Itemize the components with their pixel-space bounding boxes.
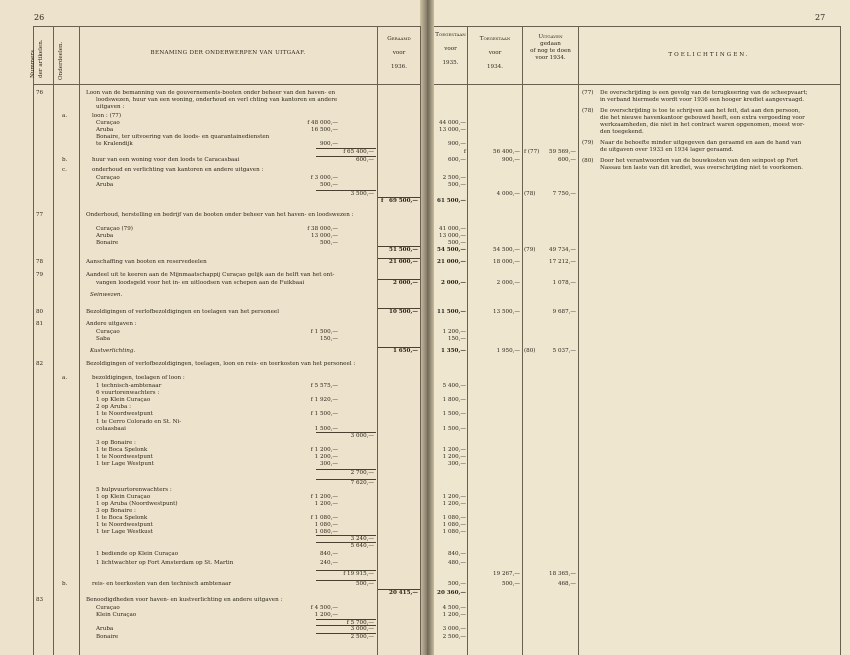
sum-rule xyxy=(378,258,420,259)
item-text: 1 ter Lage Westpunt xyxy=(96,461,154,467)
item-text: uitgaven : xyxy=(96,104,125,110)
allowed-1935: 500,— xyxy=(447,240,466,246)
item-amount: 500,— xyxy=(319,182,338,188)
sum-rule xyxy=(316,535,376,536)
item-text: bezoldigingen, toelagen of loon : xyxy=(92,375,185,381)
col-rule xyxy=(79,26,80,655)
item-amount: 500,— xyxy=(319,240,338,246)
estimate-1936: 20 415,— xyxy=(389,590,418,596)
item-text: loon : (77) xyxy=(92,113,122,119)
note-line: die het nieuwe havenkantoor gebouwd heeft, een extra vergoeding voor xyxy=(600,115,805,121)
item-text: 1 bediende op Klein Curaçao xyxy=(96,551,179,557)
note-line: De overschrijding is een gevolg van de terugkeering van de scheepvaart; xyxy=(600,90,808,96)
sum-rule xyxy=(316,542,376,543)
allowed-1934: 54 500,— xyxy=(493,247,520,253)
allowed-1935: 600,— xyxy=(447,157,466,163)
item-text: Curaçao xyxy=(96,329,120,335)
subtotal-amount: 3 000,— xyxy=(350,433,374,439)
header-onderdeelen: Onderdeelen. xyxy=(58,41,64,80)
item-text: 1 te Noordwestpunt xyxy=(96,522,153,528)
item-text: 5 hulpvuurtorenwachters : xyxy=(96,487,172,493)
col-rule xyxy=(33,26,34,655)
note-line: den toegekend. xyxy=(600,129,644,135)
item-text: 3 op Bonaire : xyxy=(96,508,136,514)
item-amount: f 48 000,— xyxy=(307,120,338,126)
subtotal-amount: 3 000,— xyxy=(350,625,374,632)
item-amount: 1 200,— xyxy=(314,612,338,618)
allowed-1935: 150,— xyxy=(447,336,466,342)
item-text: Andere uitgaven : xyxy=(86,321,137,327)
item-amount: 840,— xyxy=(319,551,338,557)
spent-1934: 1 078,— xyxy=(552,280,576,286)
article-number: 80 xyxy=(36,309,44,315)
item-text: 1 op Klein Curaçao xyxy=(96,397,151,403)
sum-rule xyxy=(316,190,376,191)
header-der-artikelen: der artikelen. xyxy=(38,39,44,78)
allowed-1935: 900,— xyxy=(447,141,466,147)
allowed-1935: 54 500,— xyxy=(437,247,466,253)
item-amount: f 1 500,— xyxy=(310,411,338,417)
sum-rule xyxy=(378,279,420,280)
allowed-1935: 1 200,— xyxy=(442,329,466,335)
col-rule xyxy=(377,26,378,655)
allowed-1935: 41 000,— xyxy=(439,226,466,232)
note-line: Nassau ten laste van dit krediet, was overschrijding niet te voorkomen. xyxy=(600,165,803,171)
item-text: Onderhoud, herstelling en bedrijf van de booten onder beheer van het haven- en loodswezen : xyxy=(86,212,354,218)
item-text: Curaçao xyxy=(96,175,120,181)
col-rule xyxy=(467,26,468,655)
header-bottom-rule-right xyxy=(434,84,840,85)
article-number: 77 xyxy=(36,212,44,218)
allowed-1935: 2 000,— xyxy=(440,280,466,286)
sum-rule xyxy=(316,469,376,470)
sum-rule xyxy=(316,633,376,634)
sum-rule xyxy=(378,308,420,309)
item-text: 1 op Aruba (Noordwestpunt) xyxy=(96,501,178,507)
item-text: huur van een woning voor den loods te Caracasbaai xyxy=(92,157,240,163)
item-text: 1 op Klein Curaçao xyxy=(96,494,151,500)
sum-rule xyxy=(316,432,376,433)
note-line: werkzaamheden, die niet in het contract waren opgenomen, moest wor- xyxy=(600,122,805,128)
item-amount: 1 500,— xyxy=(314,426,338,432)
allowed-1935: 61 500,— xyxy=(437,198,466,204)
part-letter: b. xyxy=(62,157,68,163)
item-amount: 900,— xyxy=(319,141,338,147)
part-letter: a. xyxy=(62,375,68,381)
allowed-1934: 1 950,— xyxy=(496,348,520,354)
article-number: 83 xyxy=(36,597,44,603)
allowed-1935: 500,— xyxy=(447,581,466,587)
item-text: 1 te Boca Spelonk xyxy=(96,447,148,453)
allowed-1935: 1 200,— xyxy=(442,447,466,453)
item-amount: f 1 200,— xyxy=(310,494,338,500)
item-text: Aanschaffing van booten en reservedeelen xyxy=(86,259,207,265)
item-amount: 150,— xyxy=(319,336,338,342)
item-text: 1 te Noordwestpunt xyxy=(96,411,153,417)
subtotal-amount: 5 640,— xyxy=(350,543,374,549)
item-text: Curaçao (79) xyxy=(96,226,133,232)
item-text: reis- en teerkosten van den technisch ambtenaar xyxy=(92,581,232,587)
item-text: Bezoldigingen of verlofbezoldigingen en toelagen van het personeel xyxy=(86,309,279,315)
currency-sign: f xyxy=(381,198,384,204)
allowed-1934: 56 400,— xyxy=(493,149,520,155)
item-amount: f 1 920,— xyxy=(310,397,338,403)
estimate-1936: 1 650,— xyxy=(392,348,418,354)
estimate-1936: 21 000,— xyxy=(389,259,418,265)
item-amount: 1 200,— xyxy=(314,454,338,460)
item-text: Bonaire xyxy=(96,634,119,640)
sum-rule xyxy=(316,156,376,157)
sum-rule xyxy=(316,580,376,581)
spent-1934: 49 734,— xyxy=(549,247,576,253)
estimate-1936: 10 500,— xyxy=(389,309,418,315)
subtotal-amount: f 5 700,— xyxy=(346,620,374,626)
item-amount: 300,— xyxy=(319,461,338,467)
subtotal-amount: 500,— xyxy=(355,581,374,587)
item-text: vangen loodsgeld voor het in- en uitloodsen van schepen aan de Fuikbaai xyxy=(96,280,305,286)
header-bottom-rule xyxy=(33,84,421,85)
subtotal-amount: 3 240,— xyxy=(350,536,374,542)
allowed-1935: 1 200,— xyxy=(442,612,466,618)
allowed-1935: 840,— xyxy=(447,551,466,557)
note-line: Naar de behoefte minder uitgegeven dan geraamd en aan de hand van xyxy=(600,140,802,146)
spent-1934: 7 750,— xyxy=(552,191,576,197)
sum-rule xyxy=(378,589,420,590)
subtotal-amount: 600,— xyxy=(355,157,374,163)
subtotal-amount: 2 500,— xyxy=(350,634,374,640)
allowed-1935: 1 080,— xyxy=(442,529,466,535)
item-amount: f 5 575,— xyxy=(310,383,338,389)
sum-rule xyxy=(316,479,376,480)
header-uitgaven: Uitgaven gedaan of nog te doen voor 1934. xyxy=(530,34,571,61)
allowed-1935: 1 200,— xyxy=(442,454,466,460)
allowed-1935: 13 000,— xyxy=(439,233,466,239)
estimate-1936: 51 500,— xyxy=(389,247,418,253)
allowed-1935: 500,— xyxy=(447,182,466,188)
article-number: 81 xyxy=(36,321,44,327)
allowed-1935: 21 000,— xyxy=(437,259,466,265)
item-text: Curaçao xyxy=(96,605,120,611)
subtotal-amount: 2 700,— xyxy=(350,470,374,476)
allowed-1935: 3 000,— xyxy=(442,625,466,632)
allowed-1935: 5 400,— xyxy=(442,383,466,389)
allowed-1934: 4 000,— xyxy=(496,191,520,197)
note-line: Door het verantwoorden van de bouwkosten van den seinpost op Fort xyxy=(600,158,799,164)
item-amount: f 38 000,— xyxy=(307,226,338,232)
item-text: 1 te Noordwestpunt xyxy=(96,454,153,460)
note-line: de uitgaven over 1933 en 1934 lager geraamd. xyxy=(600,147,734,153)
part-letter: c. xyxy=(62,167,67,173)
allowed-1934: 2 000,— xyxy=(496,280,520,286)
subtotal-amount: 3 500,— xyxy=(350,191,374,197)
item-amount: 240,— xyxy=(319,560,338,566)
item-amount: f 1 200,— xyxy=(310,447,338,453)
sum-rule xyxy=(316,570,376,571)
item-amount: f 1 500,— xyxy=(310,329,338,335)
header-top-rule-right xyxy=(434,26,840,27)
subtotal-amount: 7 620,— xyxy=(350,480,374,486)
item-text: Loon van de bemanning van de gouvernements-booten onder beheer van den haven- en xyxy=(86,90,336,96)
allowed-1935: 1 200,— xyxy=(442,494,466,500)
item-text: Aandeel uit te keeren aan de Mijnmaatschappij Curaçao gelijk aan de helft van het ont- xyxy=(86,272,335,278)
subtotal-amount: f 65 400,— xyxy=(343,149,374,155)
item-text: 3 op Bonaire : xyxy=(96,440,136,446)
allowed-1934: 19 267,— xyxy=(493,571,520,577)
allowed-1935: 1 200,— xyxy=(442,501,466,507)
item-text: Curaçao xyxy=(96,120,120,126)
sum-rule xyxy=(378,347,420,348)
left-page-number: 26 xyxy=(34,13,45,22)
part-letter: a. xyxy=(62,113,68,119)
allowed-1935: 1 350,— xyxy=(440,348,466,354)
allowed-1935: 300,— xyxy=(447,461,466,467)
estimate-1936: 69 500,— xyxy=(389,198,418,204)
allowed-1935: 480,— xyxy=(447,560,466,566)
allowed-1935: 2 500,— xyxy=(442,634,466,640)
col-rule xyxy=(578,26,579,655)
allowed-1934: 18 000,— xyxy=(493,259,520,265)
allowed-1935: 44 000,— xyxy=(439,120,466,126)
item-amount: f 4 500,— xyxy=(310,605,338,611)
allowed-1935: 1 080,— xyxy=(442,522,466,528)
note-reference: (80) xyxy=(524,348,536,354)
col-rule xyxy=(522,26,523,655)
item-amount: f 1 080,— xyxy=(310,515,338,521)
header-top-rule xyxy=(33,26,421,27)
item-text: Aruba xyxy=(96,233,114,239)
item-text: 2 op Aruba : xyxy=(96,404,131,410)
col-rule xyxy=(53,26,54,655)
article-number: 78 xyxy=(36,259,44,265)
estimate-1936: 2 000,— xyxy=(392,280,418,286)
item-amount: 1 200,— xyxy=(314,501,338,507)
col-rule xyxy=(840,26,841,655)
note-number: (77) xyxy=(582,90,594,96)
allowed-1935: 11 500,— xyxy=(437,309,466,315)
allowed-1935: 20 360,— xyxy=(437,590,466,596)
header-toegestaan-1934: Toegestaan voor 1934. xyxy=(479,36,511,70)
note-reference: (79) xyxy=(524,247,536,253)
subtotal-amount: f 19 915,— xyxy=(343,571,374,577)
item-text: Aruba xyxy=(96,127,114,133)
item-amount: 1 080,— xyxy=(314,529,338,535)
allowed-1935: 1 800,— xyxy=(442,397,466,403)
article-number: 76 xyxy=(36,90,44,96)
allowed-1935: 13 000,— xyxy=(439,127,466,133)
header-geraamd: Geraamd voor 1936. xyxy=(387,36,411,70)
item-text: 1 te Boca Spelonk xyxy=(96,515,148,521)
item-text: Aruba xyxy=(96,182,114,188)
spent-1934: 5 037,— xyxy=(552,348,576,354)
section-heading: Seinwezen. xyxy=(90,292,123,298)
article-number: 82 xyxy=(36,361,44,367)
spent-1934: 468,— xyxy=(557,581,576,587)
header-nummers: Nummers xyxy=(30,50,36,78)
allowed-1935: 1 080,— xyxy=(442,515,466,521)
item-text: 1 technisch-ambtenaar xyxy=(96,383,162,389)
note-line: De overschrijding is toe te schrijven aan het feit, dat aan den persoon, xyxy=(600,108,801,114)
note-number: (80) xyxy=(582,158,594,164)
item-text: te Kralendijk xyxy=(96,141,133,147)
item-text: Benoodigdheden voor haven- en kustverlichting en andere uitgaven : xyxy=(86,597,283,603)
sum-rule xyxy=(316,625,376,626)
sum-rule xyxy=(316,619,376,620)
sum-rule xyxy=(378,246,420,247)
item-text: Klein Curaçao xyxy=(96,612,137,618)
item-text: 1 lichtwachter op Fort Amsterdam op St. Martin xyxy=(96,560,234,566)
spent-1934: 17 212,— xyxy=(549,259,576,265)
item-text: 1 ter Lage Westkust xyxy=(96,529,153,535)
item-text: Saba xyxy=(96,336,111,342)
allowed-1935: 1 500,— xyxy=(442,411,466,417)
item-amount: 13 000,— xyxy=(311,233,338,239)
item-text: 6 vuurtorenwachters : xyxy=(96,390,160,396)
sum-rule xyxy=(378,197,420,198)
item-amount: f 3 000,— xyxy=(310,175,338,181)
note-number: (79) xyxy=(582,140,594,146)
note-line: in verband hiermede wordt voor 1936 een hooger krediet aangevraagd. xyxy=(600,97,805,103)
note-reference: (78) xyxy=(524,191,536,197)
header-toelichtingen: TOELICHTINGEN. xyxy=(668,52,750,58)
spent-1934: 600,— xyxy=(557,157,576,163)
item-amount: 1 080,— xyxy=(314,522,338,528)
item-text: Bezoldigingen of verlofbezoldigingen, toelagen, loon en reis- en teerkosten van het personeel : xyxy=(86,361,356,367)
part-letter: b. xyxy=(62,581,68,587)
item-amount: 16 500,— xyxy=(311,127,338,133)
spent-1934: 9 687,— xyxy=(552,309,576,315)
item-text: Bonaire, ter uitvoering van de loods- en quarantainediensten xyxy=(96,134,270,140)
note-reference: f (77) xyxy=(524,149,540,155)
allowed-1935: 4 500,— xyxy=(442,605,466,611)
item-text: onderhoud en verlichting van kantoren en andere uitgaven : xyxy=(92,167,264,173)
spent-1934: 59 569,— xyxy=(549,149,576,155)
item-text: Aruba xyxy=(96,625,114,632)
spent-1934: 18 365,— xyxy=(549,571,576,577)
item-text: colaasbaai xyxy=(96,426,126,432)
allowed-1935: 1 500,— xyxy=(442,426,466,432)
section-heading: Kustverlichting. xyxy=(90,348,136,354)
allowed-1935: f xyxy=(463,149,466,155)
article-number: 79 xyxy=(36,272,44,278)
right-page-number: 27 xyxy=(815,13,826,22)
item-text: Bonaire xyxy=(96,240,119,246)
header-benaming: BENAMING DER ONDERWERPEN VAN UITGAAF. xyxy=(150,50,306,56)
allowed-1935: 2 500,— xyxy=(442,175,466,181)
item-text: 1 te Cerro Colorado en St. Ni- xyxy=(96,419,182,425)
allowed-1934: 500,— xyxy=(501,581,520,587)
allowed-1934: 900,— xyxy=(501,157,520,163)
header-toegestaan-1935: Toegestaan voor 1935. xyxy=(435,32,466,66)
item-text: loodswezen, huur van een woning, onderhoud en verl chting van kantoren en andere xyxy=(96,97,338,103)
allowed-1934: 13 500,— xyxy=(493,309,520,315)
sum-rule xyxy=(316,148,376,149)
note-number: (78) xyxy=(582,108,594,114)
